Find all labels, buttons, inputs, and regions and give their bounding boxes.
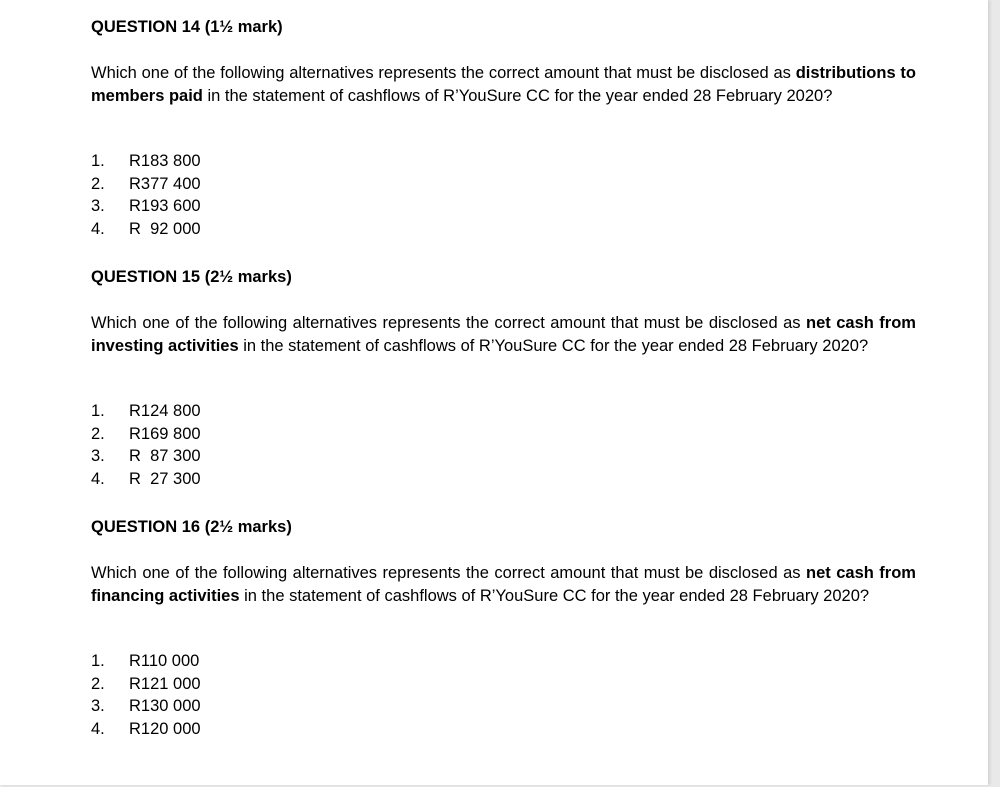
question-text-start: Which one of the following alternatives represents the correct amount that must be disclosed as: [91, 64, 796, 82]
answer-option: [91, 695, 916, 718]
option-number: 2.: [91, 424, 105, 443]
answer-option: [91, 468, 916, 491]
option-value: R130 000: [129, 697, 201, 715]
question-text-emphasis: net cash from financing activities: [91, 564, 916, 605]
option-number: 4.: [91, 719, 105, 738]
question-text: [91, 62, 916, 130]
question-text: [91, 312, 916, 380]
question-text-start: Which one of the following alternatives represents the correct amount that must be disclosed as: [91, 564, 806, 582]
question-text-end: in the statement of cashflows of R’YouSure CC for the year ended 28 February 2020?: [239, 586, 870, 605]
option-number: 3.: [91, 197, 105, 215]
answer-option: [91, 423, 916, 446]
question-text-emphasis: distributions to members paid: [91, 64, 916, 105]
option-value: R193 600: [129, 197, 201, 215]
option-value: R110 000: [129, 652, 200, 670]
option-value: R183 800: [129, 152, 201, 170]
option-value: R120 000: [129, 719, 201, 738]
option-number: 1.: [91, 402, 105, 420]
answer-option: [91, 150, 916, 173]
question-14: [91, 16, 916, 240]
answer-option: [91, 673, 916, 696]
option-value: R169 800: [129, 424, 201, 443]
answer-options: [91, 650, 916, 740]
option-number: 1.: [91, 652, 105, 670]
option-number: 4.: [91, 469, 105, 488]
question-text-end: in the statement of cashflows of R’YouSure CC for the year ended 28 February 2020?: [202, 86, 833, 105]
answer-option: [91, 650, 916, 673]
question-text: [91, 562, 916, 630]
answer-options: [91, 400, 916, 490]
question-title: QUESTION 15 (2½ marks): [91, 268, 292, 286]
option-value: R 27 300: [129, 469, 201, 488]
question-text-emphasis: net cash from investing activities: [91, 314, 916, 355]
option-number: 4.: [91, 219, 105, 238]
option-number: 3.: [91, 447, 105, 465]
question-15: [91, 266, 916, 490]
answer-option: [91, 195, 916, 218]
option-value: R377 400: [129, 174, 201, 193]
answer-option: [91, 445, 916, 468]
question-title: QUESTION 16 (2½ marks): [91, 518, 292, 536]
option-number: 1.: [91, 152, 105, 170]
answer-options: [91, 150, 916, 240]
option-value: R 87 300: [129, 447, 201, 465]
answer-option: [91, 218, 916, 241]
question-16: [91, 516, 916, 740]
option-value: R 92 000: [129, 219, 201, 238]
answer-option: [91, 173, 916, 196]
question-title: QUESTION 14 (1½ mark): [91, 18, 283, 36]
question-text-start: Which one of the following alternatives represents the correct amount that must be disclosed as: [91, 314, 806, 332]
answer-option: [91, 718, 916, 741]
option-number: 3.: [91, 697, 105, 715]
option-number: 2.: [91, 674, 105, 693]
option-value: R121 000: [129, 674, 201, 693]
option-number: 2.: [91, 174, 105, 193]
option-value: R124 800: [129, 402, 201, 420]
question-text-end: in the statement of cashflows of R’YouSure CC for the year ended 28 February 2020?: [238, 336, 869, 355]
answer-option: [91, 400, 916, 423]
